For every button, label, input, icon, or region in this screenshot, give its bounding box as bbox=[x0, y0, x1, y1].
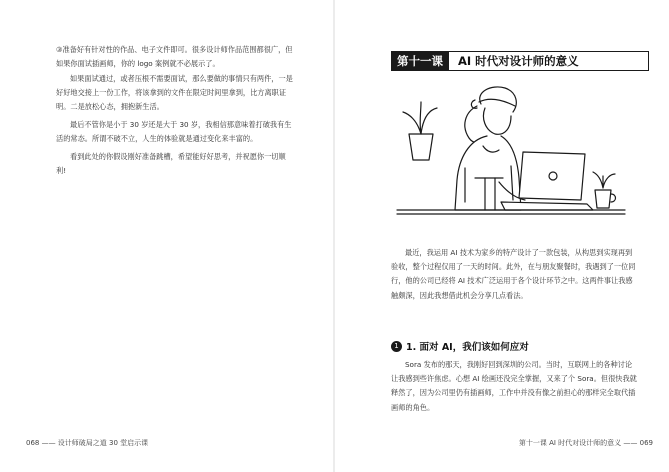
left-paragraph-2: 如果面试通过，或者压根不需要面试，那么要做的事情只有两件，一是好好地交接上一份工作，将该拿到的文件在限定时间里拿到，比方离职证明。二是放松心态，拥抱新生活。 bbox=[56, 74, 293, 112]
left-paragraph-1: ③准备好有针对性的作品、电子文件即可。很多设计师作品范围都很广，但如果你面试插画师，你的 logo 案例就不必展示了。 bbox=[56, 45, 293, 69]
lesson-title-box bbox=[391, 51, 649, 71]
left-paragraph-4: 看到此处的你假设刚好准备跳槽，希望能好好思考，并祝愿你一切顺利! bbox=[56, 152, 286, 176]
section-bullet-icon bbox=[391, 341, 402, 352]
right-page bbox=[335, 0, 669, 472]
section-paragraph: Sora 发布的那天，我刚好回到深圳的公司。当时，互联网上的各种讨论让我感到些许焦虑。心想 AI 绘画还没完全掌握，又来了个 Sora。但很快我就释然了，因为公司里仍有插画师，工作中并没有像之前担心的那样完全取代插画师的角色。 bbox=[391, 360, 637, 412]
left-page bbox=[0, 0, 334, 472]
left-footer: 068 —— 设计师破局之道 30 堂启示课 bbox=[26, 439, 149, 447]
section-heading bbox=[391, 339, 529, 353]
section-title: 1. 面对 AI，我们该如何应对 bbox=[406, 342, 529, 353]
lesson-title: AI 时代对设计师的意义 bbox=[449, 51, 649, 71]
lesson-label: 第十一课 bbox=[391, 51, 449, 71]
right-footer: 第十一课 AI 时代对设计师的意义 —— 069 bbox=[518, 439, 653, 447]
designer-illustration bbox=[389, 82, 629, 232]
left-paragraph-3: 最后不管你是小于 30 岁还是大于 30 岁，我相信那意味着打破我有生活的常态。所谓不破不立，人生的体验就是通过变化来丰富的。 bbox=[56, 120, 292, 144]
intro-paragraph: 最近，我运用 AI 技术为家乡的特产设计了一款包装，从构思到实现再到验收，整个过程仅用了一天的时间。此外，在与朋友聚餐时，我遇到了一位同行，他的公司已经将 AI 技术广泛运用于各个设计环节之中。这两件事让我感触颇深，因此我想借此机会分享几点看法。 bbox=[391, 248, 636, 300]
section-number: 1 bbox=[394, 342, 399, 350]
